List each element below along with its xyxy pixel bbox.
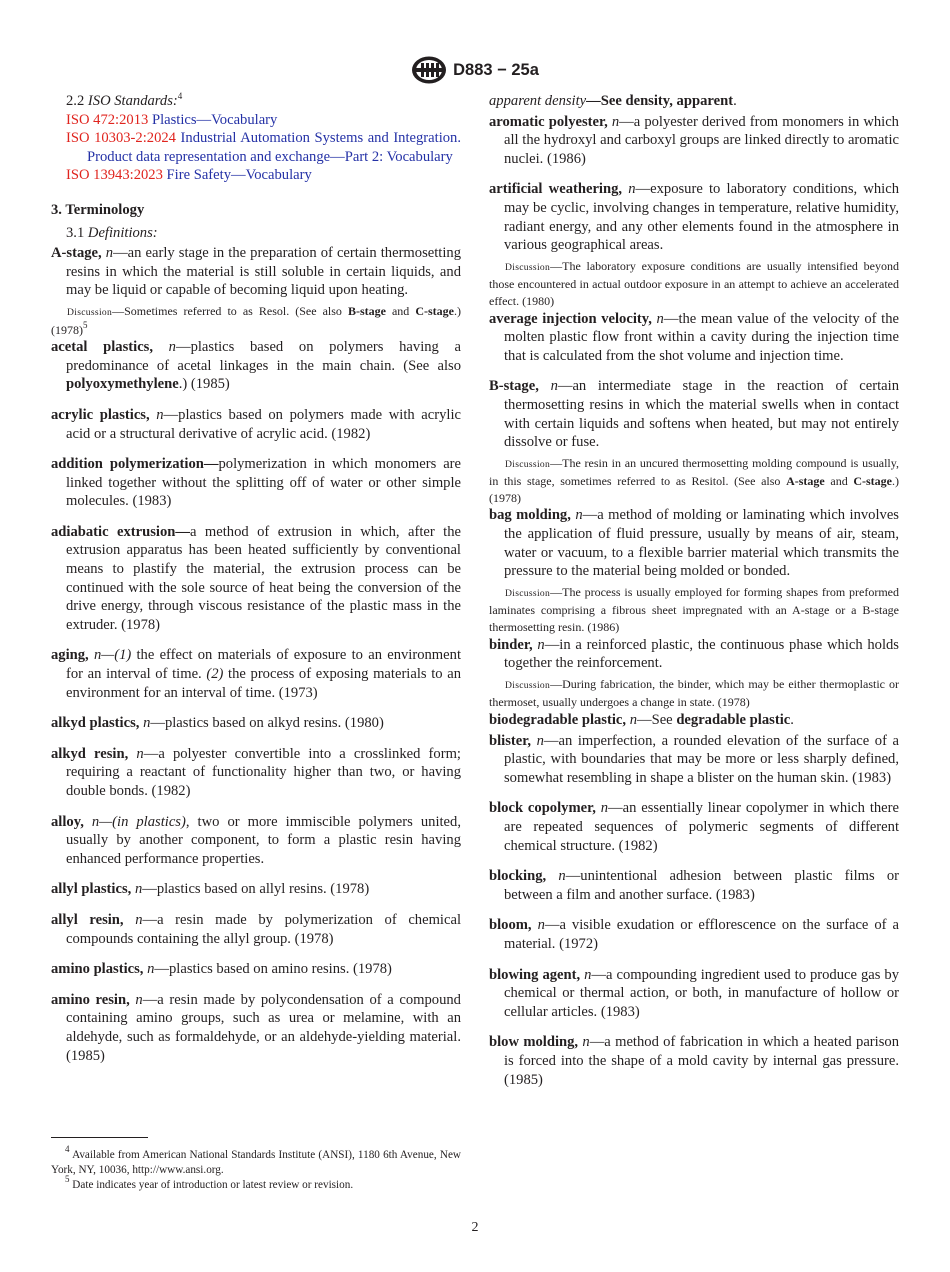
definitions-heading: 3.1 Definitions: — [66, 224, 158, 241]
term-entry: adiabatic extrusion—a method of extrusion in which, after the extrusion apparatus has been heated sufficiently by conventional means to plastify the material, the extrusion process can be continued with the sole source of heat being the conversion of the drive energy, through viscous resistance of the plastic mass in the extruder. (1978) — [51, 523, 462, 633]
term-entry: amino resin, n—a resin made by polycondensation of a compound containing amino groups, such as urea or melamine, with an aldehyde, such as formaldehyde, or an aldehyde-yielding material. (1985) — [51, 991, 461, 1064]
discussion-note: Discussion—The process is usually employed for forming shapes from preformed laminates comprising a fibrous sheet impregnated with an A-stage or a B-stage thermosetting resin. (1986) — [489, 584, 899, 635]
discussion-note: Discussion—During fabrication, the binder, which may be either thermoplastic or thermoset, usually undergoes a change in state. (1978) — [489, 676, 899, 710]
discussion-note: Discussion—The laboratory exposure conditions are usually intensified beyond those encountered in actual outdoor exposure in an attempt to achieve an accelerated effect. (1980) — [489, 258, 899, 308]
term-entry: alloy, n—(in plastics), two or more immiscible polymers united, usually by another component, to form a plastic resin having enhanced performance properties. — [51, 813, 461, 867]
term-entry: addition polymerization—polymerization in which monomers are linked together without the splitting off of water or other simple molecules. (1983) — [51, 456, 462, 510]
term-entry: apparent density—See density, apparent. — [489, 93, 737, 109]
term-entry: average injection velocity, n—the mean value of the velocity of the molten plastic flow front within a cavity during the injection time that is calculated from the shot volume and injection time. — [489, 310, 899, 364]
left-column — [51, 92, 461, 1065]
term-entry: block copolymer, n—an essentially linear copolymer in which there are repeated sequences of polymeric segments of different chemical structure. (1982) — [489, 800, 899, 854]
term-entry: amino plastics, n—plastics based on amino resins. (1978) — [51, 961, 392, 978]
astm-logo-icon — [411, 55, 447, 85]
iso-standard-item: ISO 472:2013 Plastics—Vocabulary — [66, 111, 278, 128]
term-entry: blowing agent, n—a compounding ingredient used to produce gas by chemical or thermal action, or both, in manufacture of hollow or cellular articles. (1983) — [489, 966, 899, 1020]
term-entry: aging, n—(1) the effect on materials of exposure to an environment for an interval of time. (2) the process of exposing materials to an environment for an interval of time. (1973) — [51, 647, 461, 701]
term-entry: allyl plastics, n—plastics based on allyl resins. (1978) — [51, 881, 370, 898]
section-heading: 3. Terminology — [51, 201, 145, 218]
term-entry: bag molding, n—a method of molding or laminating which involves the application of fluid pressure, usually by means of air, steam, water or vacuum, to a flexible barrier material which transmits the pressure to the material being molded or bonded. — [489, 507, 899, 580]
term-entry: binder, n—in a reinforced plastic, the continuous phase which holds together the reinforcement. — [489, 636, 899, 672]
term-entry: blow molding, n—a method of fabrication in which a heated parison is forced into the shape of a mold cavity by internal gas pressure. (1985) — [489, 1034, 899, 1088]
footnote-divider — [51, 1137, 148, 1138]
term-entry: aromatic polyester, n—a polyester derived from monomers in which all the hydroxyl and carboxyl groups are linked directly to aromatic nuclei. (1986) — [489, 113, 899, 167]
footnotes — [51, 1137, 461, 1193]
footnote: $^4$ Available from American National Standards Institute (ANSI), 1180 6th Avenue, New York, NY, 10036, http://www.ansi.org. — [51, 1144, 461, 1176]
term-entry: alkyd resin, n—a polyester convertible into a crosslinked form; requiring a reactant of functionality higher than two, or having double bonds. (1982) — [51, 745, 461, 799]
term-entry: blocking, n—unintentional adhesion between plastic films or between a film and another surface. (1983) — [489, 868, 900, 903]
term-entry: acetal plastics, n—plastics based on polymers having a predominance of acetal linkages in the main chain. (See also polyoxymethylene.) (1985) — [51, 339, 461, 393]
term-entry: B-stage, n—an intermediate stage in the reaction of certain thermosetting resins in which the material swells when in contact with certain liquids and softens when heated, but may not entirely dissolve or fuse. — [489, 378, 900, 451]
term-entry: biodegradable plastic, n—See degradable plastic. — [489, 712, 794, 728]
term-entry: artificial weathering, n—exposure to laboratory conditions, which may be cyclic, involving changes in temperature, relative humidity, radiant energy, and any other elements found in the atmosphere in various geographical areas. — [489, 181, 899, 254]
page-number: 2 — [471, 1220, 479, 1235]
footnote: $^5$ Date indicates year of introduction or latest review or revision. — [65, 1174, 354, 1191]
discussion-note: Discussion—Sometimes referred to as Resol. (See also B-stage and C-stage.) $(1978)^5$ — [51, 303, 461, 337]
iso-standard-item: ISO 10303-2:2024 Industrial Automation Systems and Integration. Product data representation and exchange—Part 2: Vocabulary — [66, 130, 461, 165]
iso-standards-heading: 2.2 ISO Standards:$^4$ — [66, 91, 183, 109]
iso-standard-item: ISO 13943:2023 Fire Safety—Vocabulary — [66, 167, 312, 184]
term-entry: allyl resin, n—a resin made by polymerization of chemical compounds containing the allyl group. (1978) — [51, 911, 461, 947]
term-entry: alkyd plastics, n—plastics based on alkyd resins. (1980) — [51, 715, 384, 732]
page-header — [0, 54, 950, 86]
standard-designation: D883 − 25a — [453, 60, 539, 79]
discussion-note: Discussion—The resin in an uncured thermosetting molding compound is usually, in this stage, sometimes referred to as Resitol. (See also A-stage and C-stage.) (1978) — [489, 455, 899, 505]
term-entry: acrylic plastics, n—plastics based on polymers made with acrylic acid or a structural derivative of acrylic acid. (1982) — [51, 406, 461, 442]
term-entry: blister, n—an imperfection, a rounded elevation of the surface of a plastic, with boundaries that may be more or less sharply defined, somewhat resembling in shape a blister on the human skin. (1983) — [489, 732, 899, 786]
term-entry: bloom, n—a visible exudation or efflorescence on the surface of a material. (1972) — [489, 917, 899, 952]
term-entry: A-stage, n—an early stage in the preparation of certain thermosetting resins in which the material is still soluble in certain liquids, and may be liquid or capable of becoming liquid upon heating. — [51, 245, 461, 299]
right-column — [489, 92, 899, 1089]
